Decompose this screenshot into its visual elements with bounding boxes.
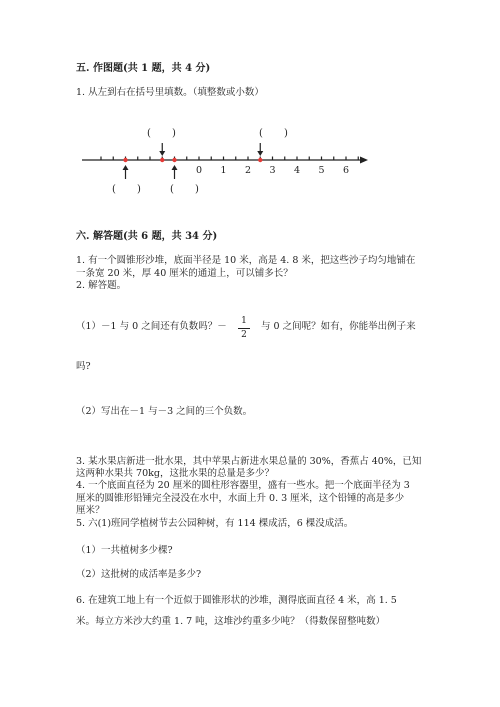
question-6-2-1-part-a: （1）－1 与 0 之间还有负数吗？－ — [76, 321, 227, 332]
tick-label: 6 — [342, 165, 350, 176]
pointer-arrowhead — [159, 151, 165, 156]
question-5-1-text: 1. 从左到右在括号里填数。（填整数或小数） — [76, 87, 264, 98]
tick-label: 0 — [195, 165, 203, 176]
tick-label: 4 — [293, 165, 301, 176]
answer-paren-close: ) — [137, 184, 141, 195]
question-6-6-line2: 米。每立方米沙大约重 1. 7 吨，这堆沙约重多少吨？（得数保留整吨数） — [76, 616, 386, 627]
pointer-arrowhead — [123, 165, 129, 170]
marked-point — [160, 158, 164, 162]
question-6-4-line2: 厘米的圆锥形铅锤完全浸没在水中，水面上升 0. 3 厘米，这个铅锤的高是多少 — [76, 493, 405, 504]
marked-point — [123, 158, 127, 162]
question-6-3-line1: 3. 某水果店新进一批水果，其中苹果占新进水果总量的 30%，香蕉占 40%，已知 — [76, 456, 422, 467]
answer-paren-close: ) — [195, 184, 199, 195]
tick-label: 2 — [244, 165, 252, 176]
tick-label: 5 — [318, 165, 325, 176]
question-6-5-2-text: （2）这批树的成活率是多少? — [76, 569, 202, 580]
answer-paren-open: ( — [112, 184, 116, 195]
axis-arrowhead — [360, 157, 368, 164]
number-line-figure — [76, 120, 376, 200]
section-6-heading: 六. 解答题(共 6 题，共 34 分) — [76, 231, 218, 242]
section-5-heading: 五. 作图题(共 1 题，共 4 分) — [76, 63, 211, 74]
marked-point — [172, 158, 176, 162]
fraction-one-half — [238, 316, 250, 341]
question-6-1-line1: 1. 有一个圆锥形沙堆，底面半径是 10 米，高是 4. 8 米，把这些沙子均匀地铺在 — [76, 255, 416, 266]
answer-paren-open: ( — [147, 128, 151, 139]
fraction-bar — [238, 328, 250, 329]
question-6-6-line1: 6. 在建筑工地上有一个近似于圆锥形状的沙堆，测得底面直径 4 米，高 1. 5 — [76, 595, 397, 606]
fraction-denominator: 2 — [241, 330, 247, 340]
pointer-arrowhead — [257, 151, 263, 156]
question-6-2-1-part-c: 吗? — [76, 361, 91, 372]
question-6-4-line1: 4. 一个底面直径为 20 厘米的圆柱形容器里，盛有一些水。把一个底面半径为 3 — [76, 480, 410, 491]
question-6-3-line2: 这两种水果共 70kg，这批水果的总量是多少？ — [76, 468, 274, 479]
fraction-numerator: 1 — [241, 316, 247, 326]
answer-paren-open: ( — [170, 184, 174, 195]
question-6-1-line2: 一条宽 20 米，厚 40 厘米的通道上，可以铺多长？ — [76, 268, 293, 279]
question-6-2-1-part-b: 与 0 之间呢？如有，你能举出例子来 — [261, 321, 416, 332]
tick-label: 3 — [269, 165, 276, 176]
answer-paren-close: ) — [284, 128, 288, 139]
question-6-2-text: 2. 解答题。 — [76, 280, 127, 291]
question-6-5-1-text: （1）一共植树多少棵? — [76, 545, 173, 556]
question-6-2-2-text: （2）写出在－1 与－3 之间的三个负数。 — [76, 406, 253, 417]
question-6-4-line3: 厘米？ — [76, 505, 105, 516]
marked-point — [258, 158, 262, 162]
number-line — [82, 128, 368, 195]
question-6-5-text: 5. 六(1)班同学植树节去公园种树，有 114 棵成活，6 棵没成活。 — [76, 518, 354, 529]
pointer-arrowhead — [172, 165, 178, 170]
answer-paren-close: ) — [172, 128, 176, 139]
answer-paren-open: ( — [259, 128, 263, 139]
tick-label: 1 — [220, 165, 227, 176]
